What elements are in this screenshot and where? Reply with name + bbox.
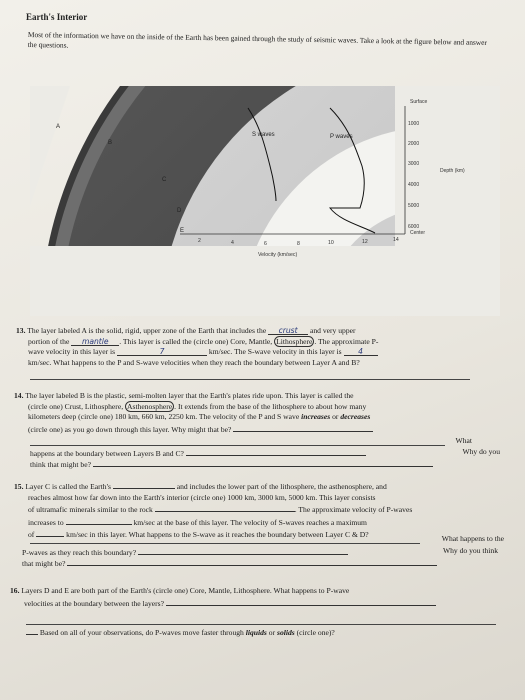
velocity-axis-label: Velocity (km/sec) bbox=[258, 252, 298, 258]
answer-blank[interactable] bbox=[186, 447, 366, 456]
s-velocity-answer[interactable]: 4 bbox=[344, 347, 378, 356]
s-wave-curve bbox=[248, 108, 276, 201]
lithosphere-circled[interactable]: Lithosphere bbox=[276, 336, 313, 346]
q14-why-text: Why do you bbox=[462, 447, 500, 456]
answer-blank[interactable] bbox=[233, 423, 373, 432]
liquids-option[interactable]: liquids bbox=[245, 628, 267, 637]
question-13: 13. The layer labeled A is the solid, rigid, upper zone of the Earth that includes the crust and very upper portion of the mantle . This layer is called the (circle one) Core, Mantle, Lithosphere . The approximate P- wave velocity in this layer is 7 km/sec. The S-wave velocity in this layer is 4 km/sec. What happens to the P and S-wave velocities when they reach the boundary between Layer A and B? bbox=[16, 326, 379, 367]
q14-what-text: What bbox=[455, 436, 472, 445]
answer-blank[interactable] bbox=[166, 597, 436, 606]
earth-interior-figure bbox=[30, 86, 500, 316]
answer-blank[interactable] bbox=[113, 480, 175, 489]
q14-line6: happens at the boundary between Layers B and C? bbox=[30, 447, 490, 460]
question-16: 16. Layers D and E are both part of the Earth's (circle one) Core, Mantle, Lithosphere. What happens to P-wave velocities at the boundary between the layers? bbox=[10, 586, 496, 609]
velocity-tick: 6 bbox=[264, 241, 267, 247]
answer-blank[interactable] bbox=[93, 458, 433, 467]
q14-line7: think that might be? bbox=[30, 458, 490, 471]
asthenosphere-circled[interactable]: Asthenosphere bbox=[127, 401, 173, 411]
layer-label-d: D bbox=[177, 208, 182, 214]
answer-line[interactable] bbox=[26, 624, 496, 625]
answer-blank[interactable] bbox=[26, 626, 38, 635]
answer-blank[interactable] bbox=[138, 546, 348, 555]
question-number: 16. bbox=[10, 586, 20, 595]
p-wave-curve bbox=[330, 108, 375, 233]
velocity-tick: 2 bbox=[198, 238, 201, 244]
question-15: 15. Layer C is called the Earth's and includes the lower part of the lithosphere, the asthenosphere, and reaches almost how far down into the Earth's interior (circle one) 1000 km, 3000 km, 5000 km. This layer consists of ultramafic minerals similar to the rock . The approximate velocity of P-waves increases to km/sec at the base of this layer. The velocity of S-waves reaches a maximum of km/sec in this layer. What happens to the S-wave as it reaches the boundary between Layer C & D? bbox=[14, 482, 413, 540]
velocity-tick: 10 bbox=[328, 240, 334, 246]
velocity-tick: 12 bbox=[362, 239, 368, 245]
depth-axis-label: Depth (km) bbox=[440, 168, 465, 174]
q15-what-text: What happens to the bbox=[441, 534, 504, 543]
q15-line7: P-waves as they reach this boundary? bbox=[22, 546, 492, 559]
layer-label-c: C bbox=[162, 177, 167, 183]
worksheet-title: Earth's Interior bbox=[26, 12, 88, 22]
question-number: 14. bbox=[14, 391, 24, 400]
answer-blank[interactable] bbox=[67, 557, 437, 566]
velocity-tick: 4 bbox=[231, 240, 234, 246]
surface-label: Surface bbox=[410, 99, 428, 105]
figure-labels bbox=[30, 86, 500, 316]
depth-tick: 6000 bbox=[408, 224, 420, 230]
s-wave-label: S waves bbox=[252, 132, 275, 138]
increases-option[interactable]: increases bbox=[301, 412, 331, 422]
p-wave-label: P waves bbox=[330, 134, 353, 140]
answer-line[interactable] bbox=[30, 379, 470, 380]
mantle-answer[interactable]: mantle bbox=[71, 337, 119, 346]
layer-label-a: A bbox=[56, 124, 61, 130]
crust-answer[interactable]: crust bbox=[268, 326, 308, 335]
answer-blank[interactable] bbox=[155, 503, 295, 512]
depth-tick: 3000 bbox=[408, 161, 420, 167]
solids-option[interactable]: solids bbox=[277, 628, 295, 637]
answer-line[interactable] bbox=[30, 543, 420, 544]
answer-line[interactable] bbox=[30, 445, 445, 446]
depth-tick: 5000 bbox=[408, 203, 420, 209]
answer-blank[interactable] bbox=[36, 528, 64, 537]
p-velocity-answer[interactable]: 7 bbox=[117, 347, 207, 356]
depth-tick: 2000 bbox=[408, 141, 420, 147]
depth-tick: 1000 bbox=[408, 121, 420, 127]
question-number: 13. bbox=[16, 326, 26, 335]
center-label: Center bbox=[410, 230, 426, 236]
intro-paragraph: Most of the information we have on the inside of the Earth has been gained through the study of seismic waves. Take a look at the figure below and answer the questions. bbox=[27, 30, 488, 50]
layer-label-e: E bbox=[180, 228, 185, 234]
answer-blank[interactable] bbox=[66, 516, 132, 525]
question-number: 15. bbox=[14, 482, 24, 491]
velocity-tick: 8 bbox=[297, 241, 300, 247]
velocity-tick: 14 bbox=[393, 237, 399, 243]
q15-line8: that might be? bbox=[22, 557, 492, 570]
q16-line3: Based on all of your observations, do P-waves move faster through liquids or solids (circle one)? bbox=[26, 626, 506, 639]
q15-why-text: Why do you think bbox=[442, 546, 498, 555]
decreases-option[interactable]: decreases bbox=[340, 412, 371, 422]
layer-label-b: B bbox=[108, 140, 113, 146]
depth-tick: 4000 bbox=[408, 182, 420, 188]
question-14: 14. The layer labeled B is the plastic, semi-molten layer that the Earth's plates ride upon. This layer is called the (circle one) Crust, Lithosphere, Asthenosphere . It extends from the base of the lithosphere to about how many kilometers deep (circle one) 180 km, 660 km, 2250 km. The velocity of the P and S wave increases or decreases (circle one) as you go down through this layer. Why might that be? bbox=[14, 391, 496, 435]
